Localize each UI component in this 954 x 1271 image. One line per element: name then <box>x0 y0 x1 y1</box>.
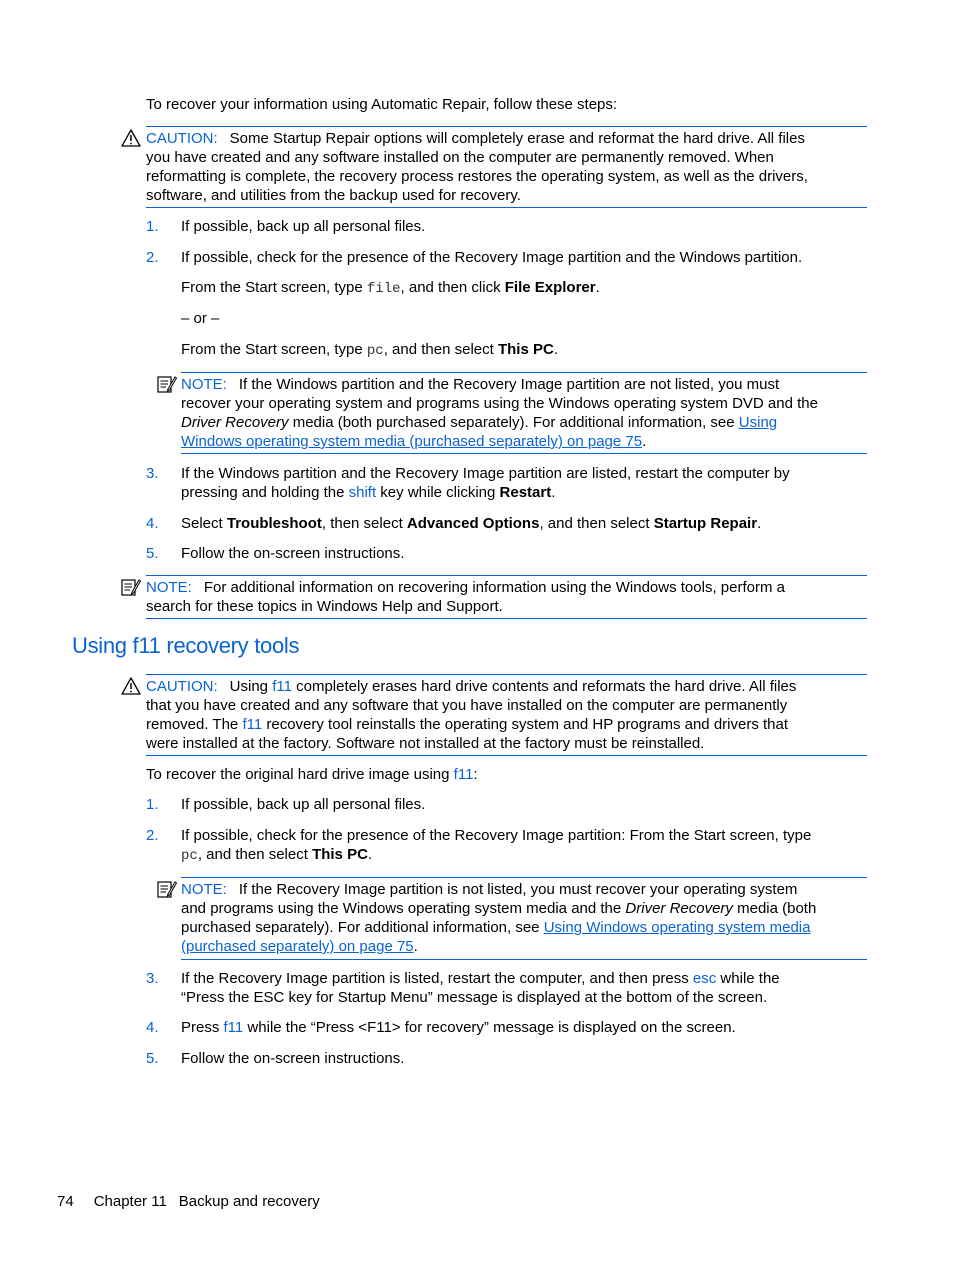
chapter-label: Chapter 11 <box>93 1193 167 1210</box>
ui-term: File Explorer <box>504 279 596 296</box>
step-text: Press f11 while the “Press <F11> for recovery” message is displayed on the screen. <box>181 1019 736 1036</box>
step-text: If possible, back up all personal files. <box>181 796 426 813</box>
note-block: NOTE: If the Windows partition and the Recovery Image partition are not listed, you must recover your operating system and programs using the Windows operating system DVD and the Driver Recovery media (both purchased separately). For additional information, see Using Windows operating system media (purchased separately) on page 75. <box>181 376 818 450</box>
caution-text: Some Startup Repair options will completely erase and reformat the hard drive. All files <box>229 130 805 147</box>
step-text: Select Troubleshoot, then select Advanced Options, and then select Startup Repair. <box>181 515 762 532</box>
cross-reference-link[interactable]: Using <box>738 414 778 431</box>
step-text: If possible, check for the presence of the Recovery Image partition: From the Start screen, type pc, and then select This PC. <box>181 827 812 864</box>
caution-block <box>146 129 866 205</box>
note-block: NOTE: If the Recovery Image partition is not listed, you must recover your operating system and programs using the Windows operating system media and the Driver Recovery media (both purchased separately). For additional information, see Using Windows operating system media (purchased separately) on page 75. <box>181 881 817 955</box>
note-label: NOTE: <box>181 881 227 898</box>
warning-icon <box>121 677 141 695</box>
note-label: NOTE: <box>181 376 227 393</box>
caution-label: CAUTION: <box>146 678 218 695</box>
caution-top-rule <box>146 674 867 675</box>
page-number: 74 <box>57 1193 74 1210</box>
caution-label: CAUTION: <box>146 130 218 147</box>
note-block: NOTE: For additional information on recovering information using the Windows tools, perform a search for these topics in Windows Help and Support. <box>146 579 785 615</box>
key-name: shift <box>348 484 377 501</box>
step-number: 3. <box>146 465 159 482</box>
step-number: 1. <box>146 218 159 235</box>
intro-text: To recover your information using Automatic Repair, follow these steps: <box>146 96 618 113</box>
note-icon <box>157 375 177 393</box>
step-text: Follow the on-screen instructions. <box>181 545 405 562</box>
sub-instruction: From the Start screen, type pc, and then select This PC. <box>181 341 558 359</box>
caution-text: reformatting is complete, the recovery process restores the operating system, as well as the drivers, <box>146 168 808 185</box>
ui-term: This PC <box>497 341 554 358</box>
step-number: 4. <box>146 515 159 532</box>
note-icon <box>157 880 177 898</box>
step-number: 4. <box>146 1019 159 1036</box>
step-number: 5. <box>146 545 159 562</box>
caution-block: CAUTION: Using f11 completely erases hard drive contents and reformats the hard drive. All files that you have created and any software that you have installed on the computer are permanently removed. The f11 recovery tool reinstalls the operating system and HP programs and drivers that were installed at the factory. Software not installed at the factory must be reinstalled. <box>146 678 797 752</box>
note-label: NOTE: <box>146 579 192 596</box>
note-top-rule <box>181 372 867 373</box>
note-top-rule <box>146 575 867 576</box>
key-name: f11 <box>223 1019 244 1036</box>
caution-bottom-rule <box>146 207 867 208</box>
caution-bottom-rule <box>146 755 867 756</box>
step-number: 2. <box>146 249 159 266</box>
chapter-title: Backup and recovery <box>178 1193 320 1210</box>
step-text: If possible, check for the presence of the Recovery Image partition and the Windows partition. <box>181 249 803 266</box>
key-name: f11 <box>453 766 474 783</box>
caution-text: you have created and any software installed on the computer are permanently removed. When <box>146 149 774 166</box>
step-text: Follow the on-screen instructions. <box>181 1050 405 1067</box>
note-icon <box>121 578 141 596</box>
cross-reference-link[interactable]: (purchased separately) on page 75 <box>181 938 414 955</box>
step-number: 2. <box>146 827 159 844</box>
step-number: 3. <box>146 970 159 987</box>
note-top-rule <box>181 877 867 878</box>
note-bottom-rule <box>181 959 867 960</box>
sub-instruction: From the Start screen, type file, and then click File Explorer. <box>181 279 600 297</box>
or-separator: – or – <box>181 310 220 327</box>
cross-reference-link[interactable]: Windows operating system media (purchased separately) on page 75 <box>181 433 643 450</box>
step-text: If the Recovery Image partition is listed, restart the computer, and then press esc while the “Press the ESC key for Startup Menu” message is displayed at the bottom of the screen. <box>181 970 780 1006</box>
warning-icon <box>121 129 141 147</box>
ui-term: This PC <box>312 846 368 863</box>
caution-text: software, and utilities from the backup used for recovery. <box>146 187 521 204</box>
section-heading: Using f11 recovery tools <box>72 633 300 658</box>
cross-reference-link[interactable]: Using Windows operating system media <box>543 919 811 936</box>
page-footer <box>57 1192 320 1211</box>
code-text: pc <box>181 848 198 864</box>
step-number: 5. <box>146 1050 159 1067</box>
note-bottom-rule <box>181 453 867 454</box>
key-name: f11 <box>242 716 263 733</box>
key-name: f11 <box>272 678 292 695</box>
intro-text: To recover the original hard drive image using f11: <box>146 766 478 783</box>
code-text: pc <box>366 343 384 359</box>
step-number: 1. <box>146 796 159 813</box>
code-text: file <box>366 281 401 297</box>
step-text: If the Windows partition and the Recovery Image partition are listed, restart the computer by pressing and holding the shift key while clicking Restart. <box>181 465 790 501</box>
ui-term: Restart <box>499 484 552 501</box>
caution-top-rule <box>146 126 867 127</box>
step-text: If possible, back up all personal files. <box>181 218 426 235</box>
note-bottom-rule <box>146 618 867 619</box>
key-name: esc <box>692 970 717 987</box>
